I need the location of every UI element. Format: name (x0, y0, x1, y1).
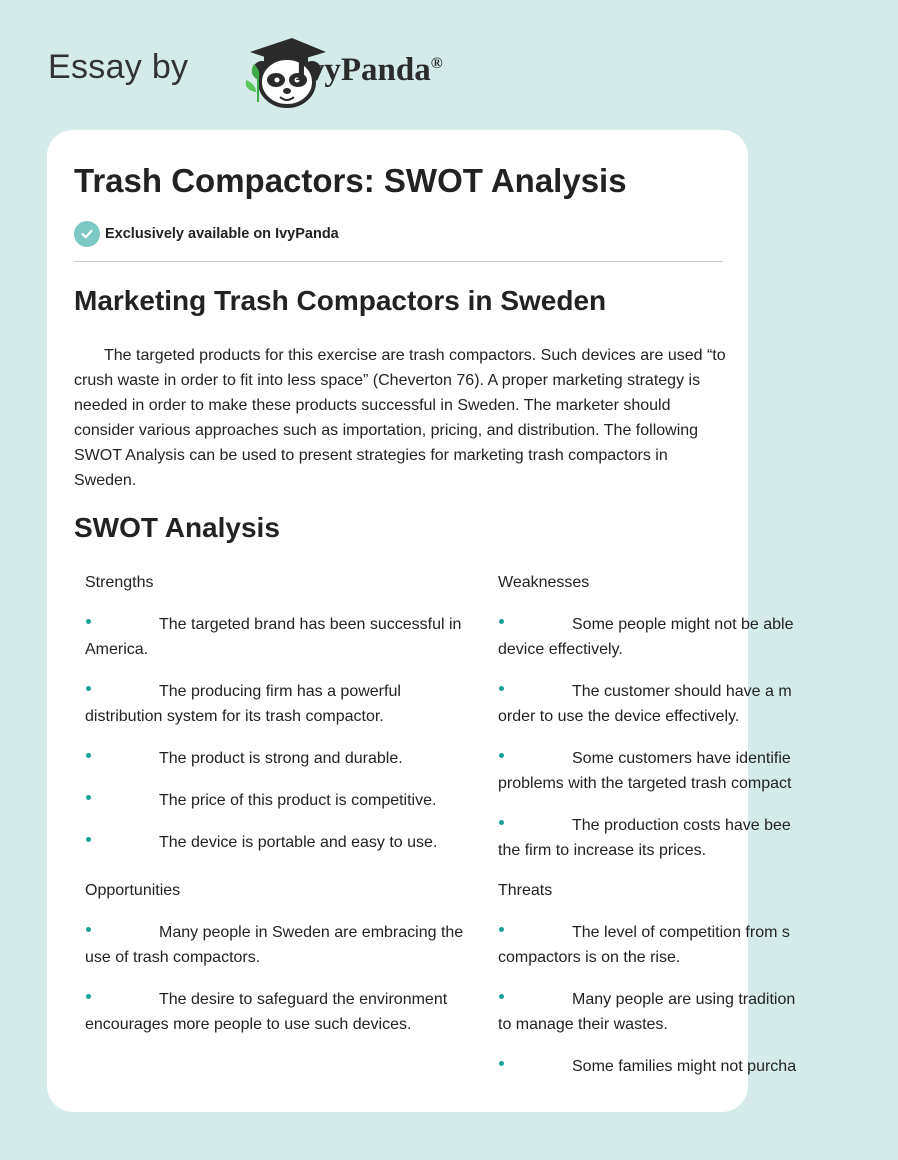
list-item: The product is strong and durable. (85, 746, 475, 771)
swot-strengths (85, 570, 475, 872)
brand-prefix: Essay by (48, 48, 189, 86)
swot-label-weaknesses: Weaknesses (498, 574, 590, 591)
intro-paragraph: The targeted products for this exercise are trash compactors. Such devices are used “to crush waste in order to fit into less space” (Cheverton 76). A proper marketing strategy is needed in order to make these products successful in Sweden. The marketer should consider various approaches such as importation, pricing, and distribution. The following SWOT Analysis can be used to present strategies for marketing trash compactors in Sweden. (74, 347, 726, 489)
bullet-dot-icon (86, 994, 91, 999)
bullet-dot-icon (499, 820, 504, 825)
bullet-dot-icon (86, 619, 91, 624)
exclusive-badge (74, 221, 339, 247)
list-item: The level of competition from s compactors is on the rise. (498, 924, 790, 966)
badge-text: Exclusively available on IvyPanda (105, 226, 339, 242)
bullet-dot-icon (86, 927, 91, 932)
bullet-dot-icon (499, 994, 504, 999)
list-item: The production costs have bee the firm to increase its prices. (498, 817, 791, 859)
registered-mark: ® (430, 55, 443, 72)
check-icon (74, 221, 100, 247)
list-item: The targeted brand has been successful in America. (85, 616, 462, 658)
swot-opportunities (85, 878, 475, 1054)
list-item: Some families might not purcha (498, 1054, 898, 1079)
swot-label-opportunities: Opportunities (85, 882, 181, 899)
swot-weaknesses (498, 570, 888, 880)
bullet-dot-icon (499, 686, 504, 691)
bullet-dot-icon (499, 927, 504, 932)
list-item: The desire to safeguard the environment encourages more people to use such devices. (85, 991, 448, 1033)
bullet-dot-icon (86, 837, 91, 842)
bullet-dot-icon (499, 619, 504, 624)
bullet-dot-icon (499, 753, 504, 758)
bullet-dot-icon (86, 753, 91, 758)
swot-threats (498, 878, 888, 1096)
swot-label-threats: Threats (498, 882, 553, 899)
list-item: Many people are using tradition to manage their wastes. (498, 991, 796, 1033)
list-item: The device is portable and easy to use. (85, 830, 475, 855)
bullet-dot-icon (499, 1061, 504, 1066)
bullet-dot-icon (86, 795, 91, 800)
swot-label-strengths: Strengths (85, 574, 154, 591)
section-heading-swot: SWOT Analysis (74, 512, 280, 543)
divider (74, 261, 723, 262)
bullet-dot-icon (86, 686, 91, 691)
site-brand[interactable] (48, 30, 508, 110)
section-heading-marketing: Marketing Trash Compactors in Sweden (74, 285, 607, 316)
list-item: Some people might not be able device effectively. (498, 616, 794, 658)
list-item: The producing firm has a powerful distribution system for its trash compactor. (85, 683, 401, 725)
list-item: The customer should have a m order to use the device effectively. (498, 683, 792, 725)
essay-card (47, 130, 797, 1112)
brand-name: IvyPanda® (295, 52, 443, 88)
list-item: The price of this product is competitive. (85, 788, 475, 813)
page-title: Trash Compactors: SWOT Analysis (74, 162, 627, 199)
list-item: Some customers have identifie problems with the targeted trash compact (498, 750, 792, 792)
list-item: Many people in Sweden are embracing the use of trash compactors. (85, 924, 464, 966)
